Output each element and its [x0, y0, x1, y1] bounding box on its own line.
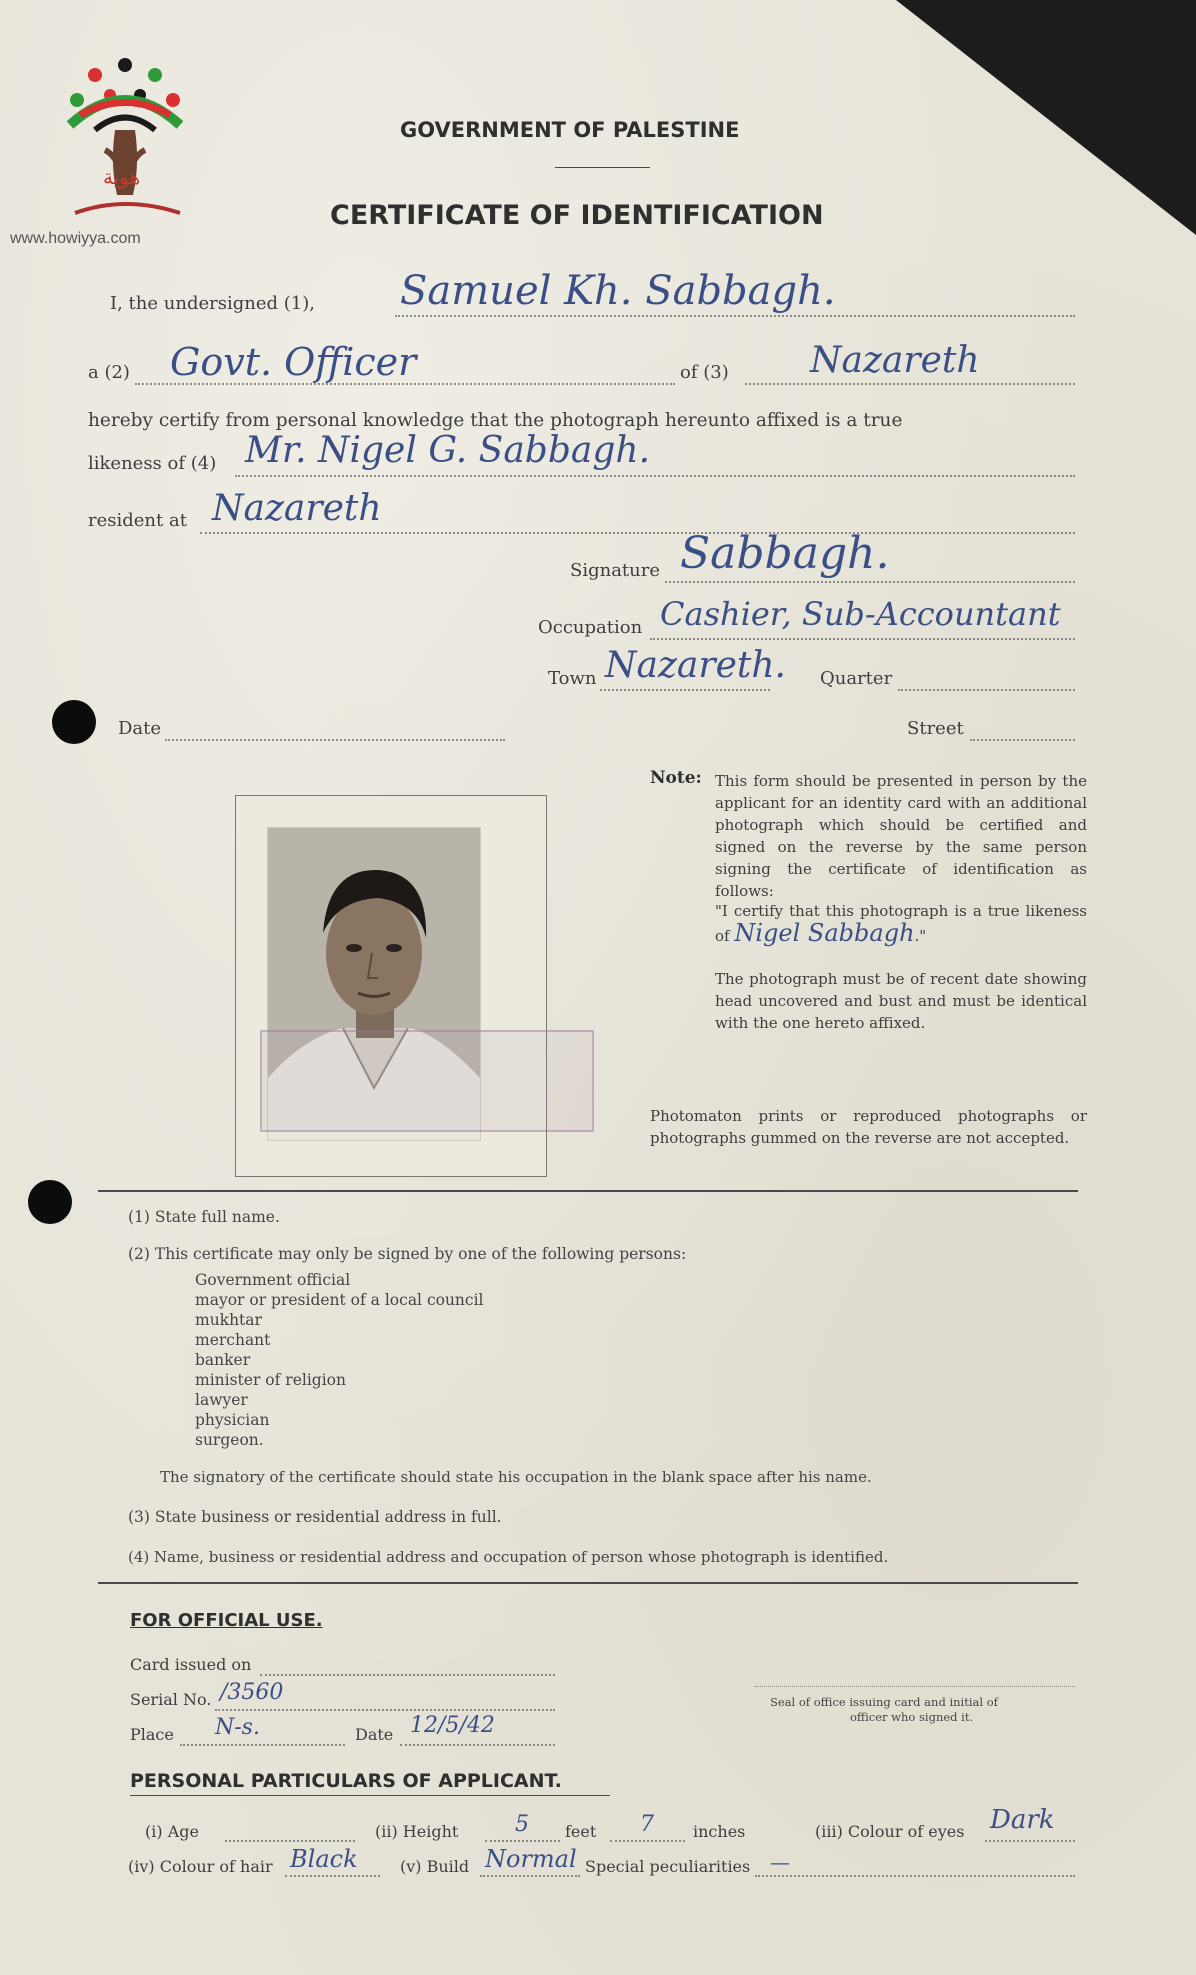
hair-value: Black: [290, 1845, 358, 1873]
eyes-label: (iii) Colour of eyes: [815, 1822, 965, 1841]
card-issued-line: [260, 1674, 555, 1676]
build-value: Normal: [485, 1845, 577, 1873]
street-line: [970, 739, 1075, 741]
town-value: Nazareth.: [605, 645, 787, 686]
occupation-line: [650, 638, 1075, 640]
town-label: Town: [548, 668, 597, 689]
person-item: Government official: [195, 1271, 351, 1289]
occupation-label: Occupation: [538, 617, 643, 638]
signature-value: Sabbagh.: [680, 528, 890, 579]
certify-text: hereby certify from personal knowledge that the photograph hereunto affixed is a true: [88, 410, 903, 431]
photo-stamp: [260, 1030, 594, 1132]
occupation-value: Cashier, Sub-Accountant: [660, 595, 1061, 633]
signer-town-value: Nazareth: [810, 340, 980, 381]
resident-line: [200, 532, 1075, 534]
peculiarities-line: [755, 1875, 1075, 1877]
tree-emblem-icon: [55, 55, 195, 235]
subject-name-value: Mr. Nigel G. Sabbagh.: [245, 430, 651, 471]
footnote-3: (3) State business or residential address in full.: [128, 1508, 502, 1526]
date-line: [165, 739, 505, 741]
divider-footnotes: [98, 1582, 1078, 1584]
note-quote-end: .": [914, 927, 927, 945]
person-item: physician: [195, 1411, 270, 1429]
official-date-line: [400, 1744, 555, 1746]
serial-line: [215, 1709, 555, 1711]
person-item: mayor or president of a local council: [195, 1291, 484, 1309]
punch-hole-top: [52, 700, 96, 744]
logo-site-url: www.howiyya.com: [10, 230, 141, 247]
height-label: (ii) Height: [375, 1822, 459, 1841]
resident-label: resident at: [88, 510, 187, 531]
feet-label: feet: [565, 1822, 597, 1841]
signer-name-line: [395, 315, 1075, 317]
note-label: Note:: [650, 768, 702, 788]
official-use-heading: FOR OFFICIAL USE.: [130, 1610, 323, 1631]
note-quote-name: Nigel Sabbagh: [734, 919, 915, 947]
street-label: Street: [907, 718, 964, 739]
official-date-value: 12/5/42: [410, 1713, 495, 1738]
height-inches-line: [610, 1840, 685, 1842]
logo-arabic-text: هوية: [103, 165, 141, 189]
footnote-2: (2) This certificate may only be signed by one of the following persons:: [128, 1245, 687, 1263]
likeness-line: [235, 475, 1075, 477]
signer-persons-list: [195, 1270, 484, 1450]
divider-notes: [98, 1190, 1078, 1192]
signer-name-value: Samuel Kh. Sabbagh.: [400, 268, 836, 314]
undersigned-label: I, the undersigned (1),: [110, 293, 315, 314]
seal-caption-2: officer who signed it.: [850, 1710, 974, 1724]
howiyya-logo: [55, 55, 195, 235]
town-line: [600, 689, 770, 691]
height-inches-value: 7: [640, 1812, 654, 1837]
hair-line: [285, 1875, 380, 1877]
signature-line: [665, 581, 1075, 583]
age-line: [225, 1840, 355, 1842]
peculiarities-label: Special peculiarities: [585, 1857, 751, 1876]
seal-caption-1: Seal of office issuing card and initial of: [770, 1695, 998, 1709]
place-line: [180, 1744, 345, 1746]
person-item: surgeon.: [195, 1431, 264, 1449]
particulars-underline: [130, 1795, 610, 1796]
height-feet-value: 5: [515, 1812, 529, 1837]
serial-label: Serial No.: [130, 1690, 212, 1709]
quarter-line: [898, 689, 1075, 691]
of-label: of (3): [680, 362, 729, 383]
inches-label: inches: [693, 1822, 746, 1841]
build-line: [480, 1875, 580, 1877]
place-value: N-s.: [215, 1715, 260, 1740]
note-text-instructions: This form should be presented in person by the applicant for an identity card with an additional photograph which should be certified and signed on the reverse by the same person signing the certificate of identification as follows:: [715, 772, 1087, 900]
certificate-title: CERTIFICATE OF IDENTIFICATION: [330, 200, 824, 231]
note-quote: [715, 900, 1087, 947]
hair-label: (iv) Colour of hair: [128, 1857, 273, 1876]
government-heading: GOVERNMENT OF PALESTINE: [400, 118, 740, 142]
position-label: a (2): [88, 362, 130, 383]
card-issued-label: Card issued on: [130, 1655, 252, 1674]
serial-value: /3560: [220, 1680, 284, 1705]
person-item: lawyer: [195, 1391, 248, 1409]
person-item: merchant: [195, 1331, 271, 1349]
footnote-1: (1) State full name.: [128, 1208, 280, 1226]
eyes-value: Dark: [990, 1805, 1055, 1835]
particulars-heading: PERSONAL PARTICULARS OF APPLICANT.: [130, 1770, 562, 1792]
age-label: (i) Age: [145, 1822, 199, 1841]
seal-line: [755, 1686, 1075, 1687]
town-line-top: [745, 383, 1075, 385]
signer-position-value: Govt. Officer: [170, 340, 417, 384]
person-item: banker: [195, 1351, 251, 1369]
footnote-4: (4) Name, business or residential address and occupation of person whose photograph is identified.: [128, 1548, 889, 1566]
resident-value: Nazareth: [212, 488, 382, 529]
quarter-label: Quarter: [820, 668, 893, 689]
date-label: Date: [118, 718, 162, 739]
header-rule: [555, 167, 650, 168]
build-label: (v) Build: [400, 1857, 470, 1876]
note-quote-start: "I certify that this photograph is a true likeness of: [715, 902, 1087, 945]
punch-hole-bottom: [28, 1180, 72, 1224]
peculiarities-value: —: [770, 1850, 790, 1874]
likeness-label: likeness of (4): [88, 453, 217, 474]
official-date-label: Date: [355, 1725, 394, 1744]
height-feet-line: [485, 1840, 560, 1842]
signatory-note: The signatory of the certificate should state his occupation in the blank space after his name.: [160, 1468, 872, 1486]
note-text-not-accepted: Photomaton prints or reproduced photographs or photographs gummed on the reverse are not accepted.: [650, 1107, 1087, 1147]
eyes-line: [985, 1840, 1075, 1842]
signature-label: Signature: [570, 560, 661, 581]
place-label: Place: [130, 1725, 174, 1744]
scan-corner-shadow: [896, 0, 1196, 235]
person-item: mukhtar: [195, 1311, 262, 1329]
person-item: minister of religion: [195, 1371, 346, 1389]
note-text-photo-requirements: The photograph must be of recent date showing head uncovered and bust and must be identical with the one hereto affixed.: [715, 970, 1087, 1032]
